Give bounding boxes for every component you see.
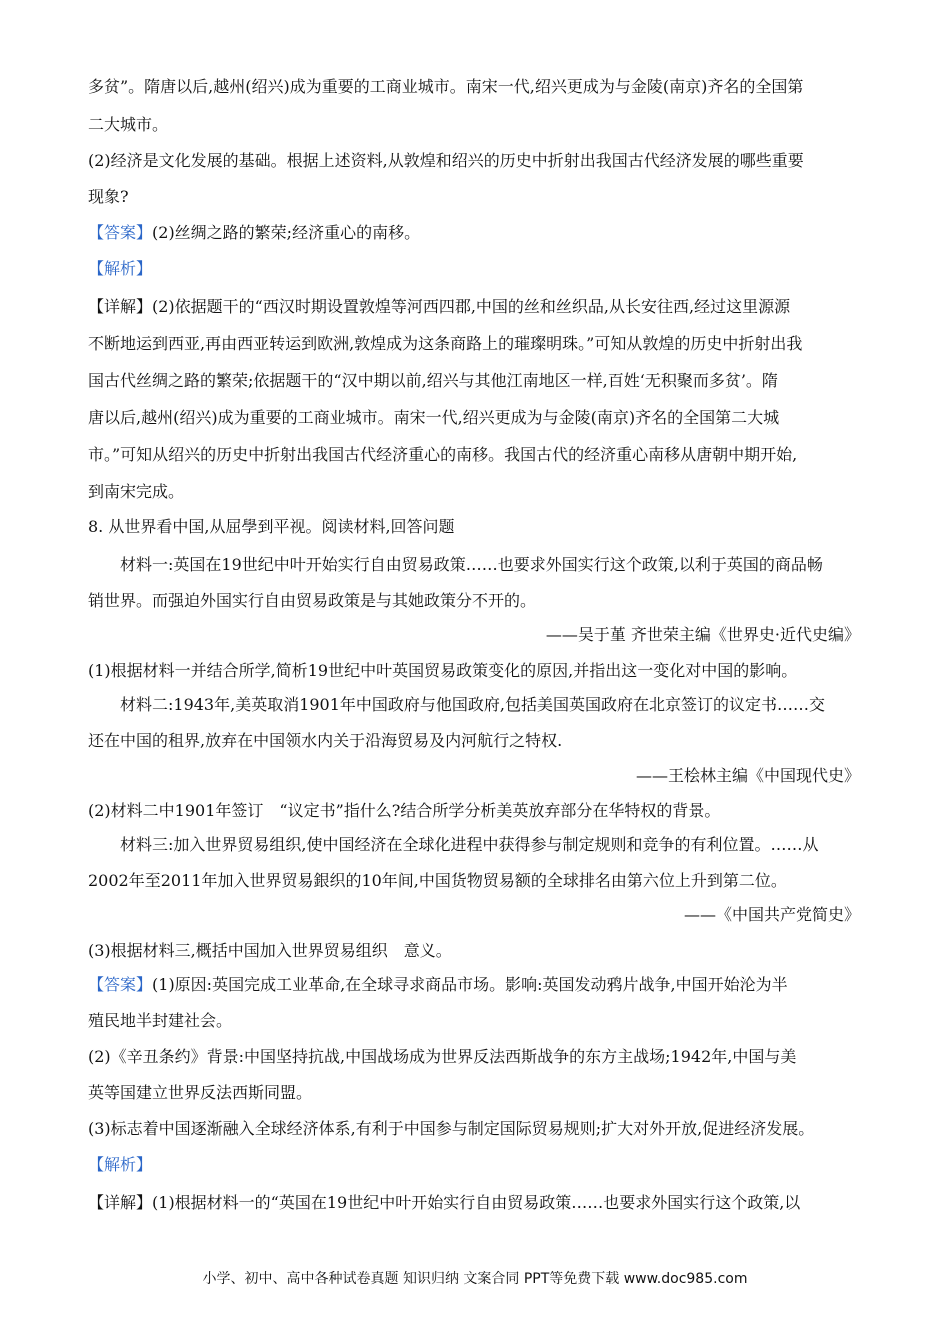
answer-tag: 【答案】	[88, 975, 153, 994]
question-1: (1)根据材料一并结合所学,简析19世纪中叶英国贸易政策变化的原因,并指出这一变化对中国的影响。	[88, 661, 798, 680]
answer-text: (1)原因:英国完成工业革命,在全球寻求商品市场。影响:英国发动鸦片战争,中国开始沦为半	[152, 975, 788, 994]
detail-text: (1)根据材料一的“英国在19世纪中叶开始实行自由贸易政策……也要求外国实行这个政策,以	[152, 1193, 801, 1212]
text-line: 现象?	[88, 187, 129, 206]
analysis-line	[88, 258, 152, 280]
question-2: (2)经济是文化发展的基础。根据上述资料,从敦煌和绍兴的历史中折射出我国古代经济发展的哪些重要	[88, 151, 804, 170]
page-footer: 小学、初中、高中各种试卷真题 知识归纳 文案合同 PPT等免费下载 www.doc985.com	[202, 1271, 748, 1287]
analysis-tag: 【解析】	[88, 1155, 153, 1174]
text-line: 唐以后,越州(绍兴)成为重要的工商业城市。南宋一代,绍兴更成为与金陵(南京)齐名的全国第二大城	[88, 408, 780, 427]
text-line: 英等国建立世界反法西斯同盟。	[88, 1083, 313, 1102]
material-2: 材料二:1943年,美英取消1901年中国政府与他国政府,包括美国英国政府在北京签订的议定书……交	[120, 695, 826, 714]
text-line: 殖民地半封建社会。	[88, 1011, 233, 1030]
answer-text: (2)丝绸之路的繁荣;经济重心的南移。	[152, 223, 421, 242]
material-3: 材料三:加入世界贸易组织,使中国经济在全球化进程中获得参与制定规则和竞争的有利位置。……从	[120, 835, 819, 854]
answer-line	[88, 222, 420, 244]
detail-tag: 【详解】	[88, 1193, 153, 1212]
question-2b: (2)材料二中1901年签订 “议定书”指什么?结合所学分析美英放弃部分在华特权的背景。	[88, 801, 721, 820]
text-line: 多贫”。隋唐以后,越州(绍兴)成为重要的工商业城市。南宋一代,绍兴更成为与金陵(南京)齐名的全国第	[88, 77, 804, 96]
text-line: 不断地运到西亚,再由西亚转运到欧洲,敦煌成为这条商路上的璀璨明珠。”可知从敦煌的历史中折射出我	[88, 334, 803, 353]
text-line: 市。”可知从绍兴的历史中折射出我国古代经济重心的南移。我国古代的经济重心南移从唐朝中期开始,	[88, 445, 798, 464]
material-1: 材料一:英国在19世纪中叶开始实行自由贸易政策……也要求外国实行这个政策,以利于英国的商品畅	[120, 555, 823, 574]
source-line: ——王桧林主编《中国现代史》	[635, 766, 860, 785]
answer-tag: 【答案】	[88, 223, 153, 242]
text-line: 到南宋完成。	[88, 482, 185, 501]
text-line: 2002年至2011年加入世界贸易銀织的10年间,中国货物贸易额的全球排名由第六位上升到第二位。	[88, 871, 787, 890]
question-8-title: 8. 从世界看中国,从屈學到平视。阅读材料,回答问题	[88, 517, 455, 536]
analysis-tag: 【解析】	[88, 259, 153, 278]
answer-line	[88, 974, 788, 996]
answer-text: (2)《辛丑条约》背景:中国坚持抗战,中国战场成为世界反法西斯战争的东方主战场;1942年,中国与美	[88, 1047, 797, 1066]
analysis-line	[88, 1154, 152, 1176]
text-line: 还在中国的租界,放弃在中国领水内关于沿海贸易及内河航行之特权.	[88, 731, 563, 750]
text-line: 国古代丝绸之路的繁荣;依据题干的“汉中期以前,绍兴与其他江南地区一样,百姓‘无积聚而多贫’。隋	[88, 371, 778, 390]
detail-line: 【详解】(2)依据题干的“西汉时期设置敦煌等河西四郡,中国的丝和丝织品,从长安往西,经过这里源源	[88, 297, 791, 316]
answer-text: (3)标志着中国逐渐融入全球经济体系,有利于中国参与制定国际贸易规则;扩大对外开放,促进经济发展。	[88, 1119, 815, 1138]
text-line: 销世界。而强迫外国实行自由贸易政策是与其她政策分不开的。	[88, 591, 537, 610]
source-line: ——《中国共产党简史》	[683, 905, 860, 924]
detail-line	[88, 1192, 800, 1214]
source-line: ——吴于堇 齐世荣主编《世界史·近代史编》	[545, 625, 860, 644]
question-3: (3)根据材料三,概括中国加入世界贸易组织 意义。	[88, 941, 452, 960]
text-line: 二大城市。	[88, 115, 169, 134]
